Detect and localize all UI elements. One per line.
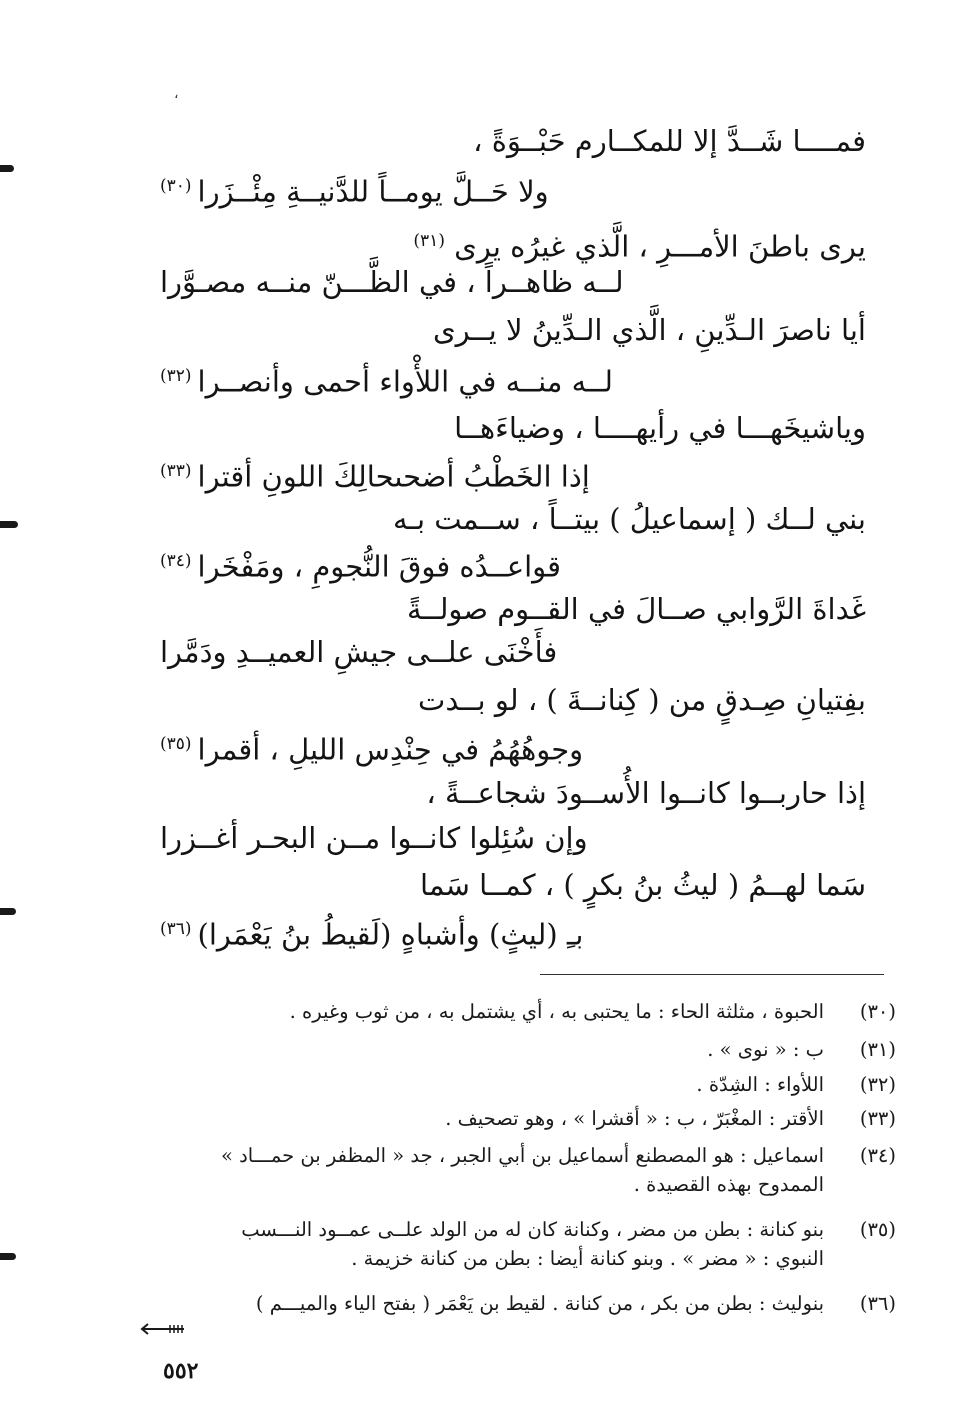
- arrow-left-icon: [140, 1322, 186, 1336]
- scan-edge-mark: [0, 165, 14, 172]
- footnote-text: النبوي : « مضر » . وبنو كنانة أيضا : بطن من كنانة خزيمة .: [351, 1247, 824, 1270]
- footnote: [134, 997, 896, 1026]
- verse-line: أيا ناصرَ الـدِّينِ ، الَّذي الـدِّينُ لا يــرى: [432, 313, 866, 347]
- verse-line: [160, 912, 866, 952]
- scan-edge-mark: [0, 1253, 16, 1260]
- verse-line: [160, 454, 866, 494]
- footnote-text: الحبوة ، مثلثة الحاء : ما يحتبى به ، أي يشتمل به ، من ثوب وغيره .: [289, 1000, 824, 1023]
- verse-line: [160, 169, 866, 209]
- verse-line: بفِتيانِ صِـدقٍ من ( كِنانــةَ ) ، لو بــدت: [418, 683, 866, 717]
- verse-line: [160, 727, 866, 767]
- footnote-text: ب : « نوى » .: [707, 1038, 824, 1061]
- footnote-text: بنوليث : بطن من بكر ، من كنانة . لقيط بن يَعْمَر ( بفتح الياء والميـــم ): [255, 1292, 824, 1315]
- verse-line: إذا حاربــوا كانــوا الأُســودَ شجاعــةً ،: [426, 776, 866, 810]
- footnote-divider: [540, 974, 884, 975]
- footnote-ref: (٣٦): [160, 919, 192, 939]
- scan-edge-mark: [0, 521, 18, 528]
- footnote-number: (٣٥): [859, 1218, 896, 1241]
- verse-text: بـِ (ليثٍ) وأشباهٍ (لَقيطُ بنُ يَعْمَرا): [197, 917, 584, 952]
- verse-line: وياشيخَهـــا في رأيهــــا ، وضياءَهــا: [454, 411, 866, 445]
- footnote-ref: (٣٢): [160, 366, 192, 386]
- footnote-number: (٣٦): [859, 1292, 896, 1315]
- verse-text: قواعــدُه فوقَ النُّجومِ ، ومَفْخَرا: [197, 549, 562, 584]
- footnote-ref: (٣٠): [160, 176, 192, 196]
- verse-text: وجوهُهُمُ في حِنْدِس الليلِ ، أقمرا: [197, 732, 584, 767]
- footnote-text: بنو كنانة : بطن من مضر ، وكنانة كان له من الولد علــى عمــود النـــسب: [241, 1218, 824, 1241]
- verse-text: ولا حَــلَّ يومــاً للدَّنيــةِ مِئْــزَرا: [197, 174, 549, 209]
- footnote-text: اسماعيل : هو المصطنع أسماعيل بن أبي الجبر ، جد « المظفر بن حمـــاد »: [220, 1144, 824, 1167]
- footnote: [134, 1035, 896, 1064]
- verse-text: يرى باطنَ الأمـــرِ ، الَّذي غيرُه يرى: [454, 229, 866, 264]
- verse-line: غَداةَ الرَّوابي صــالَ في القــوم صولــةً: [407, 592, 866, 626]
- stray-mark: ،: [174, 86, 179, 102]
- verse-line: فأَخْنَى علــى جيشِ العميــدِ ودَمَّرا: [160, 635, 558, 669]
- footnote: [134, 1141, 896, 1199]
- verse-line: بني لــك ( إسماعيلُ ) بيتــاً ، ســمت بـه: [392, 502, 866, 536]
- footnote-number: (٣٣): [859, 1107, 896, 1130]
- verse-line: [160, 544, 866, 584]
- verse-line: وإن سُئِلوا كانــوا مــن البحـر أغــزرا: [160, 821, 588, 855]
- footnote: [134, 1289, 896, 1318]
- verse-line: [413, 224, 866, 264]
- verse-text: إذا الخَطْبُ أضحىحالِكَ اللونِ أقترا: [197, 459, 590, 494]
- verse-line: سَما لهــمُ ( ليثُ بنُ بكرٍ ) ، كمــا سَما: [420, 868, 866, 902]
- footnote-ref: (٣٤): [160, 551, 192, 571]
- verse-line: فمــــا شَــدَّ إلا للمكــارم حَبْــوَةً ،: [473, 124, 866, 158]
- footnote: [134, 1104, 896, 1133]
- footnote-text: الأقتر : المغْبَرّ ، ب : « أقشرا » ، وهو تصحيف .: [445, 1107, 824, 1130]
- footnote-number: (٣٤): [859, 1144, 896, 1167]
- footnote: [134, 1070, 896, 1099]
- footnote: [134, 1215, 896, 1273]
- footnote-ref: (٣١): [413, 231, 445, 251]
- footnote-ref: (٣٥): [160, 734, 192, 754]
- verse-line: لــه ظاهــراً ، في الظَّـــنّ منــه مصـوَّرا: [160, 265, 624, 299]
- footnote-number: (٣٢): [859, 1073, 896, 1096]
- verse-line: [160, 359, 866, 399]
- footnote-number: (٣١): [859, 1038, 896, 1061]
- footnote-text: اللأواء : الشِدّة .: [696, 1073, 824, 1096]
- footnote-text: الممدوح بهذه القصيدة .: [633, 1173, 824, 1196]
- verse-text: لــه منــه في اللأْواء أحمى وأنصــرا: [197, 364, 614, 399]
- footnote-number: (٣٠): [859, 1000, 896, 1023]
- footnote-ref: (٣٣): [160, 461, 192, 481]
- scan-edge-mark: [0, 908, 16, 915]
- page-number: ٥٥٢: [163, 1358, 199, 1384]
